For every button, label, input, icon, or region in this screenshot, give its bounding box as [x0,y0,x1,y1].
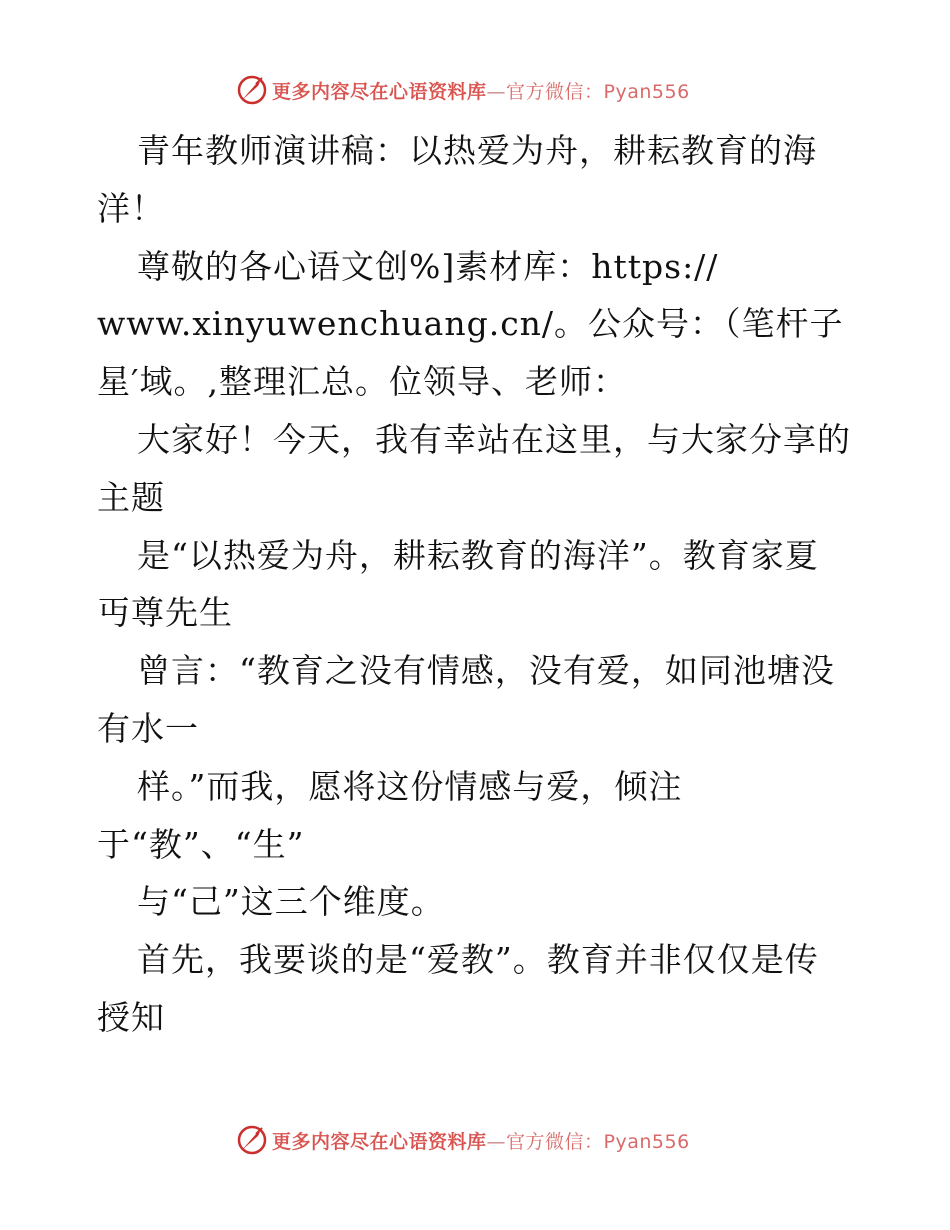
banner-wechat-label: 官方微信： [506,1130,604,1153]
footer-banner [236,1122,716,1158]
document-body [97,122,897,1047]
text-line: 主题 [97,477,165,517]
text-line: 是“以热爱为舟，耕耘教育的海洋”。教育家夏 [137,535,819,575]
text-line: 首先，我要谈的是“爱教”。教育并非仅仅是传 [137,940,819,980]
text-line: www.xinyuwenchuang.cn/。公众号：（笔杆子 [97,304,844,344]
text-line: 星′域。,整理汇总。位领导、老师： [97,362,627,402]
text-line: 洋！ [97,188,165,228]
text-line: 曾言：“教育之没有情感，没有爱，如同池塘没 [137,651,835,691]
banner-main-text: 更多内容尽在心语资料库 [272,1130,487,1153]
text-line: 与“己”这三个维度。 [137,882,445,922]
text-line: 有水一 [97,708,199,748]
text-line: 青年教师演讲稿：以热爱为舟，耕耘教育的海 [137,131,817,170]
quill-logo-icon [236,1124,268,1156]
banner-wechat-id: Pyan556 [603,80,690,103]
banner-wechat-id: Pyan556 [603,1130,690,1153]
banner-text [272,77,690,104]
text-line: 样。”而我，愿将这份情感与爱，倾注 [137,766,683,806]
text-line: 于“教”、“生” [97,824,305,864]
banner-separator: — [486,1130,507,1153]
quill-logo-icon [236,74,268,106]
banner-main-text: 更多内容尽在心语资料库 [272,80,487,103]
text-line: 授知 [97,997,165,1037]
banner-separator: — [486,80,507,103]
header-banner [236,72,716,108]
banner-wechat-label: 官方微信： [506,80,604,103]
text-line: 尊敬的各心语文创%]素材库：https:// [137,246,719,286]
text-line: 丏尊先生 [97,593,233,633]
banner-text [272,1127,690,1154]
text-line: 大家好！今天，我有幸站在这里，与大家分享的 [137,419,851,459]
